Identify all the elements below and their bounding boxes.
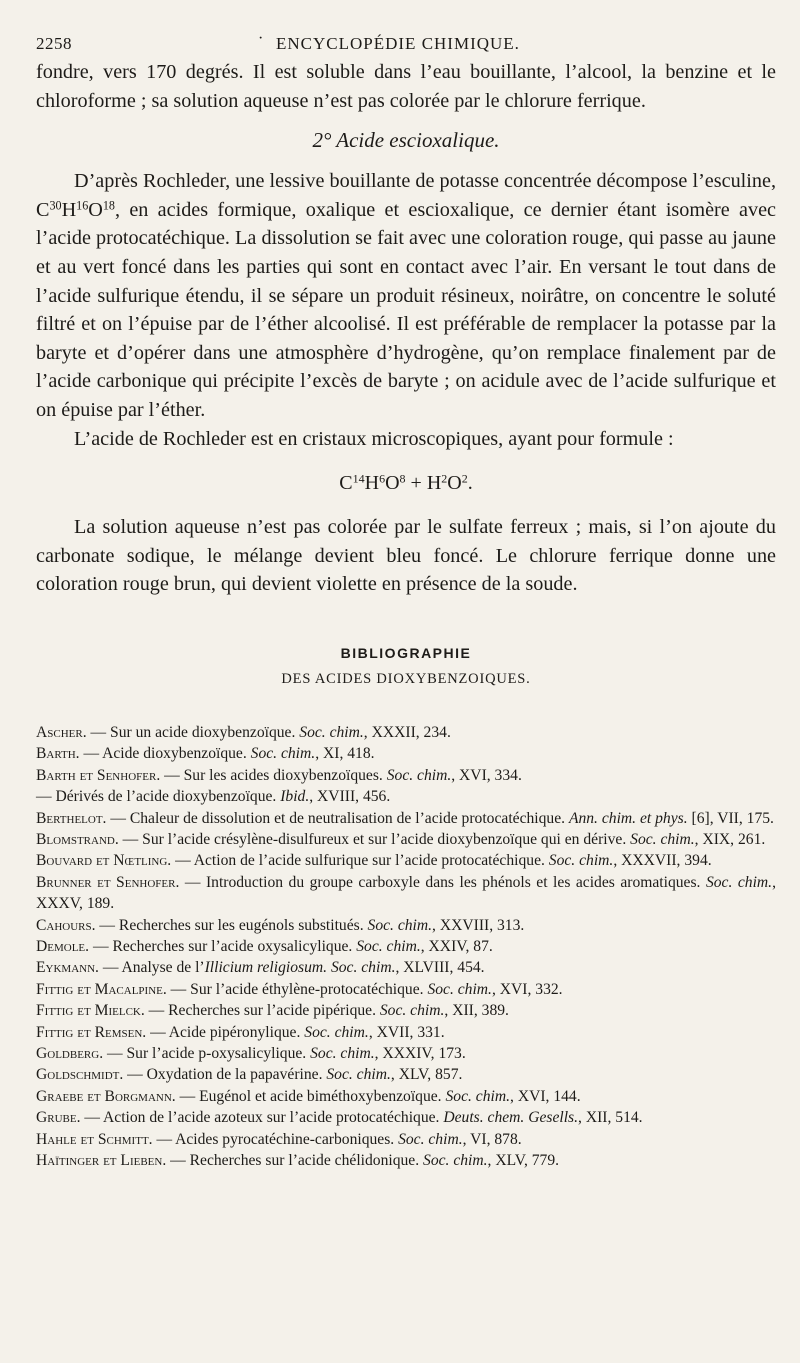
formula-index: 18 — [102, 198, 115, 213]
entry-title: — Sur un acide dioxybenzoïque. — [86, 723, 300, 741]
bibliography-entry — [36, 765, 776, 786]
bibliography-entry — [36, 872, 776, 915]
formula-index: 30 — [49, 198, 62, 213]
formula-index: 2 — [461, 471, 468, 486]
page-header — [36, 28, 776, 58]
entry-reference: , XXIV, 87. — [420, 937, 493, 955]
bibliography-entry — [36, 1022, 776, 1043]
entry-title: — Analyse de l’ — [98, 959, 205, 977]
entry-title: — Chaleur de dissolution et de neutralisation de l’acide protocatéchique. — [106, 809, 569, 827]
entry-title: — Sur l’acide crésylène-disulfureux et sur l’acide dioxybenzoïque qui en dérive. — [118, 830, 631, 848]
entry-title: — Acide pipéronylique. — [146, 1023, 305, 1041]
entry-reference: , XVII, 331. — [368, 1023, 445, 1041]
entry-title: — Sur les acides dioxybenzoïques. — [160, 766, 387, 784]
bibliography-entry — [36, 1150, 776, 1171]
entry-author: Berthelot. — [36, 809, 107, 827]
formula-symbol: O — [385, 472, 400, 495]
entry-title: — Sur l’acide p-oxysalicylique. — [103, 1045, 311, 1062]
entry-journal: Soc. chim. — [630, 830, 695, 848]
entry-author: Barth. — [36, 745, 80, 763]
entry-journal: Soc. chim. — [367, 916, 433, 934]
entry-author: Fittig et Macalpine. — [36, 980, 167, 998]
entry-title: — Recherches sur l’acide pipérique. — [144, 1002, 380, 1020]
bibliography-subheading: DES ACIDES DIOXYBENZOIQUES. — [281, 670, 531, 687]
bibliography-entry — [36, 936, 776, 957]
entry-title: — Acides pyrocatéchine-carboniques. — [152, 1130, 399, 1148]
entry-reference: , XIX, 261. — [694, 830, 766, 848]
entry-author: Hahle et Schmitt. — [36, 1130, 153, 1148]
bibliography-entry — [36, 1043, 776, 1064]
bibliography-entry — [36, 1107, 776, 1128]
entry-title: — Oxydation de la papavérine. — [123, 1066, 327, 1084]
entry-title: — Introduction du groupe carboxyle dans les phénols et les acides aromatiques. — [179, 873, 706, 891]
paragraph-text: , en acides formique, oxalique et escioxalique, ce dernier étant isomère avec l’acide protocatéchique. La dissolution se fait avec une coloration rouge, qui passe au jaune et au vert foncé dans les parties qui sont en contact avec l’air. En versant le tout dans de l’acide sulfurique étendu, il se sépare un produit résineux, noirâtre, on concentre le soluté filtré et on l’épuise par de l’éther alcoolisé. Il est préférable de remplacer la potasse par la baryte et d’opérer dans une atmosphère d’hydrogène, qu’on remplace finalement par de l’acide carbonique qui précipite l’excès de baryte ; on acidule avec de l’acide sulfurique et on épuise par l’éther. — [36, 198, 776, 421]
entry-reference: , XII, 389. — [444, 1002, 509, 1020]
bibliography-heading: BIBLIOGRAPHIE — [340, 644, 472, 661]
formula-period: . — [467, 472, 473, 495]
formula-symbol: H — [364, 472, 380, 495]
bibliography-entry — [36, 1086, 776, 1107]
entry-journal: Soc. chim. — [310, 1045, 375, 1062]
entry-title: — Sur l’acide éthylène-protocatéchique. — [166, 980, 428, 998]
entry-journal: Illicium religiosum. — [204, 959, 328, 977]
entry-reference: [6], VII, 175. — [687, 809, 774, 827]
entry-author: Bouvard et Nœtling. — [36, 852, 172, 870]
entry-journal: Deuts. chem. Gesells. — [443, 1109, 579, 1127]
entry-journal: Soc. chim. — [445, 1087, 511, 1105]
running-title: ENCYCLOPÉDIE CHIMIQUE. — [276, 34, 520, 53]
entry-author: Demole. — [36, 937, 90, 955]
entry-author: Barth et Senhofer. — [36, 766, 161, 784]
formula-symbol: H — [426, 472, 442, 495]
intro-paragraph: fondre, vers 170 degrés. Il est soluble dans l’eau bouillante, l’alcool, la benzine et le chloroforme ; sa solution aqueuse n’est pas colorée par le chlorure ferrique. — [36, 61, 776, 112]
entry-title: — Dérivés de l’acide dioxybenzoïque. — [36, 788, 281, 806]
bibliography-entry — [36, 1000, 776, 1021]
entry-reference: , XII, 514. — [578, 1109, 643, 1127]
entry-title: — Action de l’acide azoteux sur l’acide protocatéchique. — [80, 1109, 444, 1127]
entry-author: Fittig et Mielck. — [36, 1002, 145, 1020]
entry-journal: Ibid. — [280, 788, 310, 806]
formula-index: 14 — [352, 471, 365, 486]
bibliography-entry — [36, 743, 776, 764]
entry-author: Graebe et Borgmann. — [36, 1087, 176, 1105]
entry-title: — Acide dioxybenzoïque. — [79, 745, 251, 763]
entry-author: Grube. — [36, 1109, 81, 1127]
bibliography-entry — [36, 850, 776, 871]
document-page — [36, 28, 776, 1171]
entry-author: Cahours. — [36, 916, 96, 934]
entry-journal: Soc. chim. — [330, 959, 396, 977]
entry-author: Goldberg. — [36, 1045, 104, 1062]
entry-title: — Action de l’acide sulfurique sur l’acide protocatéchique. — [171, 852, 549, 870]
entry-journal: Soc. chim. — [427, 980, 492, 998]
esculine-formula — [36, 199, 115, 221]
entry-journal: Ann. chim. et phys. — [568, 809, 688, 827]
paragraph-text: D’après Rochleder, une lessive bouillante de potasse concentrée décompose l’esculine, — [74, 170, 776, 193]
formula-symbol: C — [36, 198, 50, 221]
paragraph-crystals: L’acide de Rochleder est en cristaux microscopiques, ayant pour formule : — [74, 427, 674, 450]
section-title: 2° Acide escioxalique. — [312, 128, 500, 153]
entry-reference: , XXXVII, 394. — [613, 852, 712, 870]
bibliography-entry — [36, 915, 776, 936]
entry-author: Goldschmidt. — [36, 1066, 124, 1084]
bibliography-entry — [36, 979, 776, 1000]
entry-reference: , XVI, 144. — [510, 1087, 581, 1105]
entry-title: — Recherches sur l’acide oxysalicylique. — [89, 937, 357, 955]
entry-author: Brunner et Senhofer. — [36, 873, 180, 891]
entry-author: Ascher. — [36, 723, 87, 741]
entry-title: — Eugénol et acide biméthoxybenzoïque. — [175, 1087, 446, 1105]
entry-journal: Soc. chim. — [386, 766, 452, 784]
formula-index: 8 — [399, 471, 406, 486]
formula-index: 16 — [76, 198, 89, 213]
entry-journal: Soc. chim. — [379, 1002, 445, 1020]
entry-journal: Soc. chim. — [398, 1130, 463, 1148]
formula-plus: + — [405, 472, 427, 495]
entry-reference: , XXVIII, 313. — [432, 916, 525, 934]
entry-reference: , XI, 418. — [315, 745, 375, 763]
formula-index: 6 — [379, 471, 386, 486]
bibliography-entry — [36, 1129, 776, 1150]
entry-journal: Soc. chim. — [423, 1152, 488, 1170]
entry-author: Eykmann. — [36, 959, 99, 977]
entry-journal: Soc. chim. — [356, 937, 421, 955]
entry-journal: Soc. chim. — [326, 1066, 391, 1084]
entry-reference: , XVI, 332. — [491, 980, 563, 998]
formula-symbol: O — [447, 472, 462, 495]
entry-author: Fittig et Remsen. — [36, 1023, 147, 1041]
bibliography-entry — [36, 808, 776, 829]
entry-reference: , XVI, 334. — [451, 766, 522, 784]
entry-reference: , VI, 878. — [462, 1130, 522, 1148]
entry-journal: Soc. chim. — [250, 745, 316, 763]
formula-symbol: O — [88, 198, 103, 221]
paragraph-rochleder — [36, 167, 776, 424]
paragraph-solution: La solution aqueuse n’est pas colorée par le sulfate ferreux ; mais, si l’on ajoute du carbonate sodique, le mélange devient bleu foncé. Le chlorure ferrique donne une coloration rouge brun, qui devient violette en présence de la soude. — [36, 516, 776, 596]
entry-title: — Recherches sur les eugénols substitués. — [95, 916, 368, 934]
bibliography-entry — [36, 957, 776, 978]
entry-reference: , XXXV, 189. — [36, 873, 776, 913]
entry-reference: , XXXIV, 173. — [374, 1045, 466, 1062]
header-dot: · — [258, 30, 264, 47]
bibliography-entry — [36, 829, 776, 850]
formula-symbol: H — [61, 198, 77, 221]
chemical-formula — [36, 469, 776, 497]
entry-journal: Soc. chim. — [304, 1023, 369, 1041]
bibliography-entry — [36, 722, 776, 743]
entry-journal: Soc. chim. — [548, 852, 614, 870]
entry-reference: , XVIII, 456. — [309, 788, 391, 806]
formula-symbol: C — [339, 472, 353, 495]
entry-journal: Soc. chim. — [299, 723, 364, 741]
entry-reference: , XXXII, 234. — [363, 723, 451, 741]
bibliography-entry — [36, 786, 776, 807]
entry-reference: , XLVIII, 454. — [395, 959, 485, 977]
entry-author: Haïtinger et Lieben. — [36, 1152, 167, 1170]
entry-author: Blomstrand. — [36, 830, 119, 848]
page-number: 2258 — [36, 34, 72, 53]
entry-journal: Soc. chim. — [705, 873, 773, 891]
bibliography-list — [36, 722, 776, 1172]
entry-reference: , XLV, 857. — [390, 1066, 463, 1084]
entry-title: — Recherches sur l’acide chélidonique. — [166, 1152, 424, 1170]
bibliography-entry — [36, 1064, 776, 1085]
entry-reference: , XLV, 779. — [487, 1152, 560, 1170]
formula-index: 2 — [441, 471, 448, 486]
